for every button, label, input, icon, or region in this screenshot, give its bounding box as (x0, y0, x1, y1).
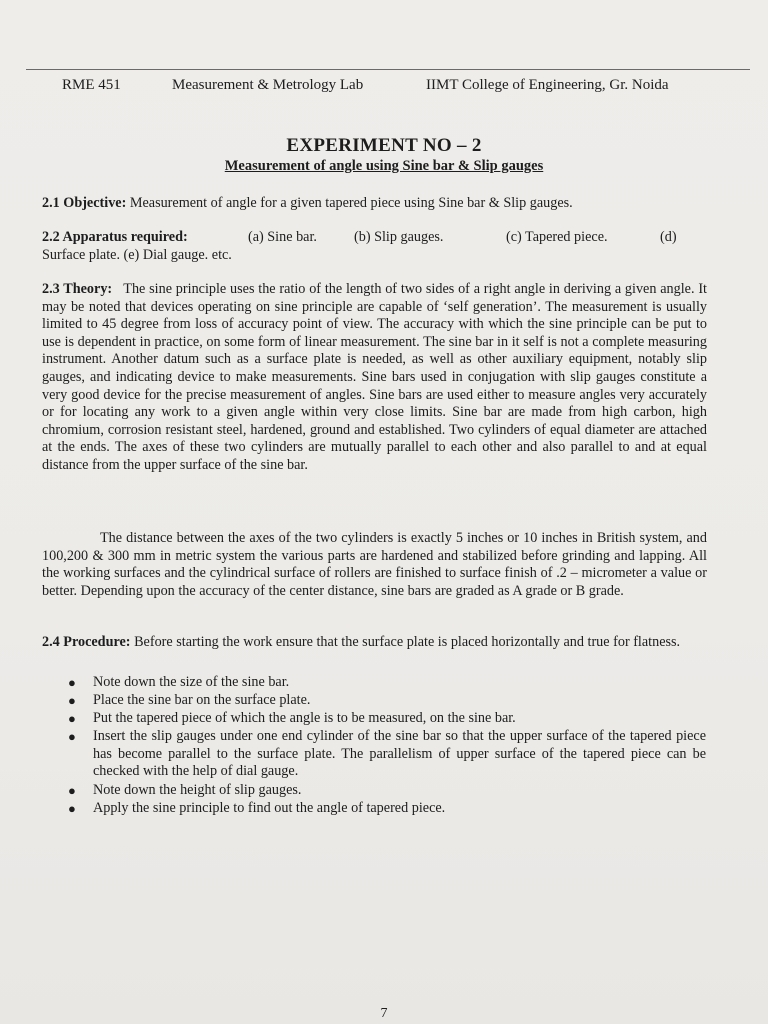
list-item (68, 728, 706, 781)
step-text: Put the tapered piece of which the angle is to be measured, on the sine bar. (93, 710, 516, 727)
theory-section (42, 281, 707, 475)
procedure-text: Before starting the work ensure that the surface plate is placed horizontally and true for flatness. (134, 634, 681, 650)
objective-section (42, 195, 707, 213)
theory-label: 2.3 Theory: (42, 281, 113, 297)
college-name: IIMT College of Engineering, Gr. Noida (426, 77, 669, 93)
apparatus-label: 2.2 Apparatus required: (42, 229, 188, 245)
apparatus-section (42, 229, 707, 264)
bullet-icon: ● (68, 800, 76, 816)
bullet-icon: ● (68, 675, 76, 690)
lab-name: Measurement & Metrology Lab (172, 77, 364, 93)
objective-label: 2.1 Objective: (42, 195, 127, 211)
list-item (68, 674, 706, 692)
experiment-title: EXPERIMENT NO – 2 (286, 135, 482, 156)
theory-paragraph-2: The distance between the axes of the two cylinders is exactly 5 inches or 10 inches in British system, and 100,200 & 300 mm in metric system the various parts are hardened and stabilized before grinding and lapping. All the working surfaces and the cylindrical surface of rollers are finished to surface finish of .2 – micrometer a value or better. Depending upon the accuracy of the center distance, sine bars are graded as A grade or B grade. (42, 530, 707, 599)
bullet-icon: ● (68, 729, 76, 745)
bullet-icon: ● (68, 693, 76, 709)
apparatus-item: (c) Tapered piece. (506, 229, 608, 245)
apparatus-continuation: Surface plate. (e) Dial gauge. etc. (42, 246, 232, 263)
list-item (68, 800, 706, 818)
step-text: Note down the height of slip gauges. (93, 781, 302, 798)
theory-text: The sine principle uses the ratio of the length of two sides of a right angle in deriving a given angle. It may be noted that devices operating on sine principle are capable of ‘self generation’. The measurement is usually limited to 45 degree from loss of accuracy point of view. The accuracy with which the sine principle can be put to use is dependent in practice, on some form of linear measurement. The sine bar in it self is not a complete measuring instrument. Another datum such as a surface plate is needed, as well as other auxiliary equipment, notably slip gauges, and indicating device to make measurements. Sine bars used in conjugation with slip gauges constitute a very good device for the precise measurement of angles. Sine bars are used either to measure angles very accurately or for locating any work to a given angle within very close limits. Sine bar are made from high carbon, high chromium, corrosion resistant steel, hardened, ground and established. Two cylinders of equal diameter are attached at the ends. The axes of these two cylinders are mutually parallel to each other and also parallel to and at equal distance from the upper surface of the sine bar. (42, 281, 707, 473)
step-text: Note down the size of the sine bar. (93, 674, 290, 690)
bullet-icon: ● (68, 782, 76, 798)
header-rule (26, 69, 750, 70)
procedure-steps (68, 674, 706, 818)
list-item (68, 692, 706, 710)
apparatus-item: (a) Sine bar. (248, 229, 317, 245)
apparatus-item: (d) (660, 229, 677, 245)
course-code: RME 451 (62, 77, 121, 93)
experiment-subtitle: Measurement of angle using Sine bar & Slip gauges (224, 158, 544, 174)
procedure-label: 2.4 Procedure: (42, 634, 131, 650)
list-item (68, 710, 706, 728)
bullet-icon: ● (68, 711, 76, 727)
objective-text: Measurement of angle for a given tapered piece using Sine bar & Slip gauges. (129, 195, 573, 211)
procedure-section (42, 634, 707, 652)
page-number: 7 (380, 1006, 388, 1021)
list-item (68, 782, 706, 800)
step-text: Insert the slip gauges under one end cylinder of the sine bar so that the upper surface of the tapered piece has become parallel to the surface plate. The parallelism of upper surface of the tapered piece can be checked with the help of dial gauge. (93, 728, 706, 780)
step-text: Place the sine bar on the surface plate. (93, 692, 311, 709)
apparatus-item: (b) Slip gauges. (354, 229, 444, 245)
step-text: Apply the sine principle to find out the angle of tapered piece. (93, 799, 446, 816)
